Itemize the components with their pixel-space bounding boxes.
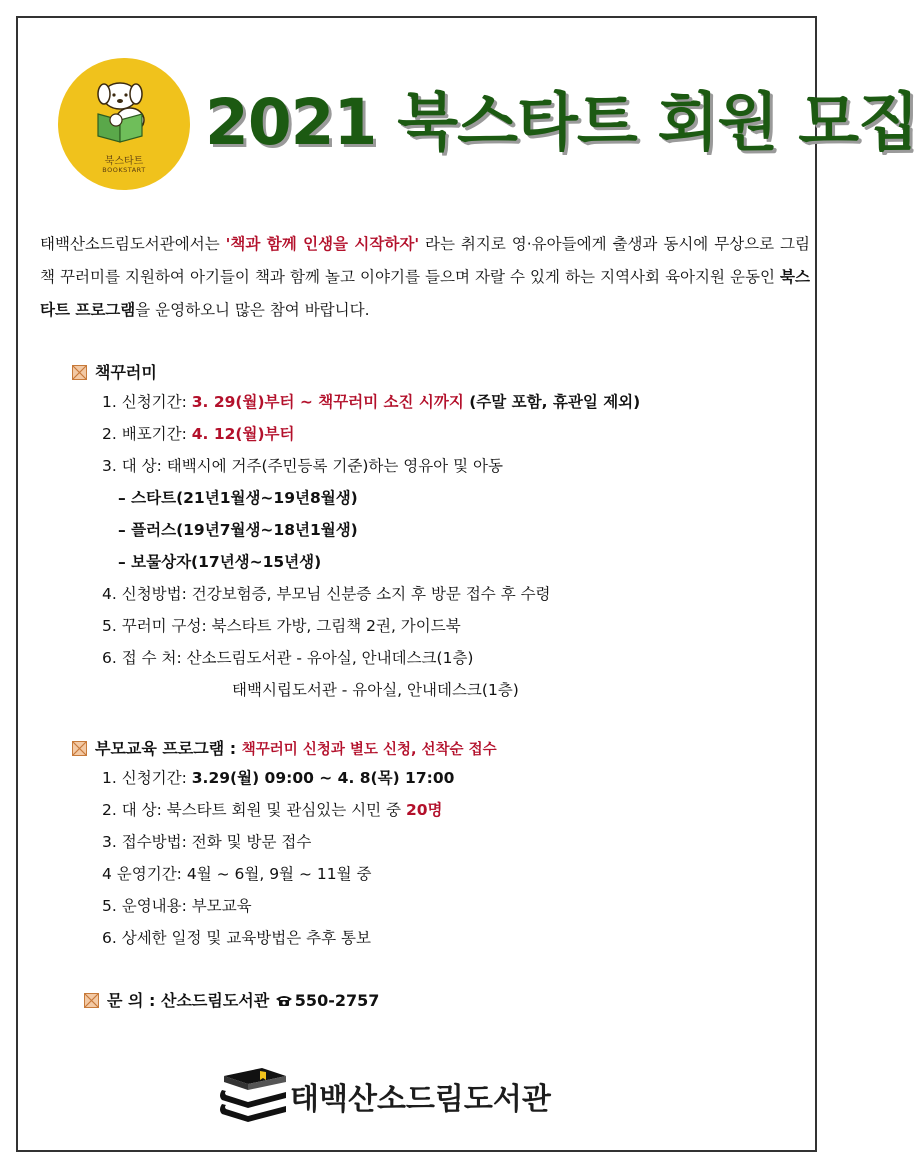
parent-edu-target [102, 798, 442, 820]
section-parent-education-heading [72, 736, 497, 759]
group-plus: – 플러스(19년7월생~18년1월생) [118, 521, 358, 539]
bookbundle-dist-value: 4. 12(월)부터 [191, 425, 295, 443]
page-title: 2021 북스타트 회원 모집 [205, 86, 918, 159]
bookbundle-period-value: 3. 29(월)부터 ~ 책꾸러미 소진 시까지 [191, 393, 464, 411]
bookbundle-contents: 5. 꾸러미 구성: 북스타트 가방, 그림책 2권, 가이드북 [102, 617, 461, 635]
logo-text-ko: 북스타트 [104, 156, 144, 167]
bookbundle-method: 4. 신청방법: 건강보험증, 부모님 신분증 소지 후 방문 접수 후 수령 [102, 585, 551, 603]
intro-text-2: 라는 취지로 영·유아들에게 출생과 동시에 무상으로 그림책 꾸러미를 지원하여 아기들이 책과 함께 놀고 이야기를 들으며 자랄 수 있게 하는 지역사회 육아지원 운동인 [40, 235, 811, 286]
stacked-books-icon [218, 1066, 290, 1122]
parent-edu-content: 5. 운영내용: 부모교육 [102, 897, 252, 915]
bookbundle-place-2: 태백시립도서관 - 유아실, 안내데스크(1층) [232, 681, 519, 699]
envelope-bullet-icon [72, 741, 87, 756]
section-bookbundle-title: 책꾸러미 [95, 363, 157, 382]
contact-label: 문 의 : 산소드림도서관 [107, 991, 275, 1010]
parent-edu-period-label: 1. 신청기간: [102, 769, 192, 787]
parent-edu-target-label: 2. 대 상: 북스타트 회원 및 관심있는 시민 중 [102, 801, 406, 819]
intro-text-1: 태백산소드림도서관에서는 [40, 235, 226, 253]
parent-edu-period [102, 766, 454, 788]
intro-text-3: 을 운영하오니 많은 참여 바랍니다. [135, 301, 370, 319]
parent-edu-schedule: 4 운영기간: 4월 ~ 6월, 9월 ~ 11월 중 [102, 865, 372, 883]
parent-edu-method: 3. 접수방법: 전화 및 방문 접수 [102, 833, 312, 851]
section-parent-education-title: 부모교육 프로그램 : [95, 739, 242, 758]
logo-text-en: BOOKSTART [102, 166, 146, 174]
group-treasure-box: – 보물상자(17년생~15년생) [118, 553, 322, 571]
bookbundle-place-1: 6. 접 수 처: 산소드림도서관 - 유아실, 안내데스크(1층) [102, 649, 474, 667]
group-start: – 스타트(21년1월생~19년8월생) [118, 489, 358, 507]
section-parent-education-note: 책꾸러미 신청과 별도 신청, 선착순 접수 [241, 742, 497, 758]
section-bookbundle-heading [72, 360, 157, 383]
parent-edu-period-value: 3.29(월) 09:00 ~ 4. 8(목) 17:00 [191, 769, 455, 787]
bookbundle-period-note: (주말 포함, 휴관일 제외) [463, 393, 641, 411]
contact-line [84, 988, 379, 1011]
bookbundle-target: 3. 대 상: 태백시에 거주(주민등록 기준)하는 영유아 및 아동 [102, 457, 503, 475]
parent-edu-notice: 6. 상세한 일정 및 교육방법은 추후 통보 [102, 929, 371, 947]
footer-library-name: 태백산소드림도서관 [290, 1082, 551, 1117]
parent-edu-target-value: 20명 [405, 801, 443, 819]
bookstart-logo [58, 58, 190, 190]
bookbundle-distribution [102, 422, 295, 444]
intro-program-name: 북스타트 프로그램 [40, 268, 810, 319]
intro-paragraph [40, 228, 810, 327]
envelope-bullet-icon [72, 365, 87, 380]
telephone-icon [275, 994, 293, 1007]
intro-slogan: '책과 함께 인생을 시작하자' [225, 235, 420, 253]
bookbundle-dist-label: 2. 배포기간: [102, 425, 192, 443]
contact-phone: 550-2757 [294, 991, 380, 1010]
bookbundle-period-label: 1. 신청기간: [102, 393, 192, 411]
bookbundle-period [102, 390, 640, 412]
envelope-bullet-icon [84, 993, 99, 1008]
